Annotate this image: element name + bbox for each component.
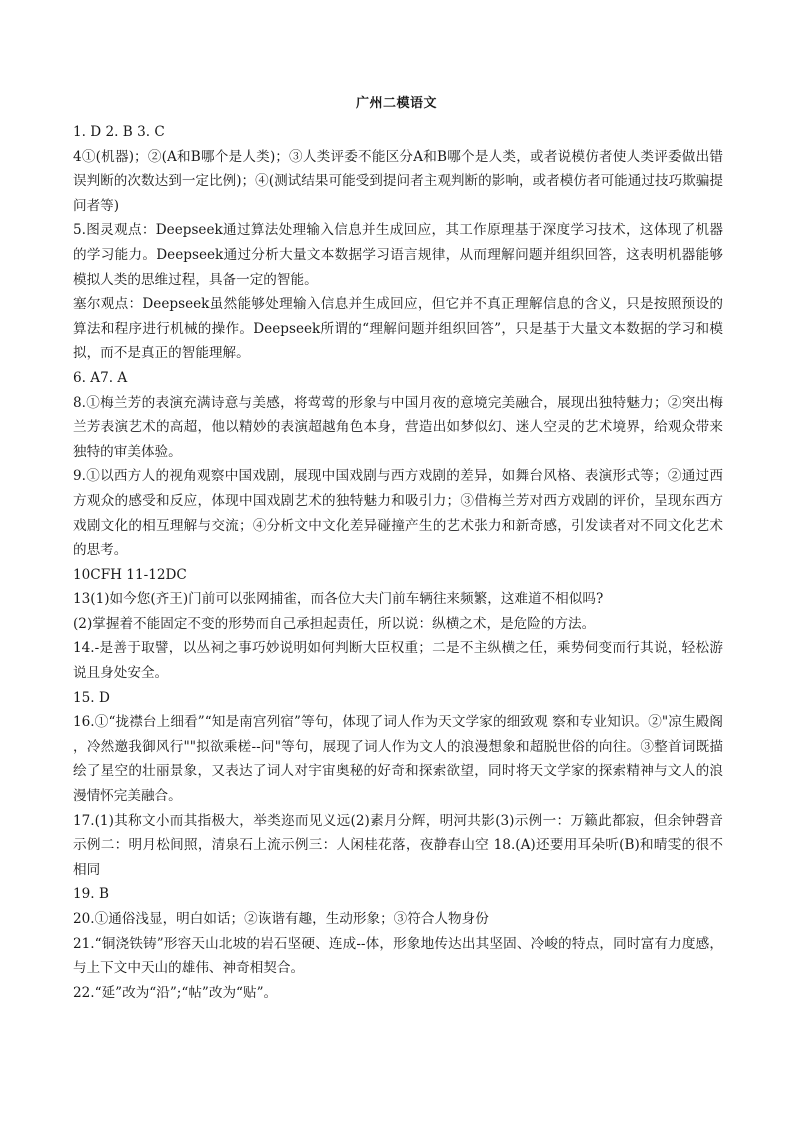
answer-line-16: 16.①“拢襟台上细看”“知是南宫列宿”等句，体现了词人作为天文学家的细致观 察和专业知识。②"凉生殿阁，冷然邀我御风行""拟欲乘槎--问"等句，展现了词人作为文人的浪漫想象和超脱世俗的向往。③整首词既描绘了星空的壮丽景象，又表达了词人对宇宙奥秘的好奇和探索欲望，同时将天文学家的探索精神与文人的浪漫情怀完美融合。 bbox=[73, 714, 723, 805]
answer-line-9: 9.①以西方人的视角观察中国戏剧，展现中国戏剧与西方戏剧的差异，如舞台风格、表演形式等；②通过西方观众的感受和反应，体现中国戏剧艺术的独特魅力和吸引力；③借梅兰芳对西方戏剧的评价，呈现东西方戏剧文化的相互理解与交流；④分析文中文化差异碰撞产生的艺术张力和新奇感，引发读者对不同文化艺术的思考。 bbox=[73, 468, 723, 559]
answer-line-6-7: 6. A7. A bbox=[73, 369, 128, 386]
answer-line-19: 19. B bbox=[73, 886, 109, 903]
answer-line-20: 20.①通俗浅显，明白如话；②诙谐有趣，生动形象；③符合人物身份 bbox=[73, 911, 489, 927]
answer-line-13-1: 13(1)如今您(齐王)门前可以张网捕雀，而各位大夫门前车辆往来频繁，这难道不相似吗? bbox=[73, 591, 604, 608]
answer-line-5-searle: 塞尔观点：Deepseek虽然能够处理输入信息并生成回应，但它并不真正理解信息的含义，只是按照预设的算法和程序进行机械的操作。Deepseek所谓的“理解问题并组织回答”，只是基于大量文本数据的学习和模拟，而不是真正的智能理解。 bbox=[73, 296, 723, 362]
answer-line-4: 4①(机器)；②(A和B哪个是人类)；③人类评委不能区分A和B哪个是人类，或者说模仿者使人类评委做出错误判断的次数达到一定比例)；④(测试结果可能受到提问者主观判断的影响，或者模仿者可能通过技巧欺骗提问者等) bbox=[73, 148, 723, 214]
answer-line-22: 22.“延”改为“沿”;“帖”改为“贴”。 bbox=[73, 984, 278, 1001]
answer-line-14: 14.-是善于取譬，以丛祠之事巧妙说明如何判断大臣权重；二是不主纵横之任，乘势伺变而行其说，轻松游说且身处安全。 bbox=[73, 640, 723, 682]
document-title: 广州二模语文 bbox=[355, 96, 437, 111]
answer-line-1-3: 1. D 2. B 3. C bbox=[73, 124, 165, 140]
answer-line-10-12: 10CFH 11-12DC bbox=[73, 566, 187, 583]
answer-line-15: 15. D bbox=[73, 689, 110, 706]
answer-line-5-turing: 5.图灵观点：Deepseek通过算法处理输入信息并生成回应，其工作原理基于深度学习技术，这体现了机器的学习能力。Deepseek通过分析大量文本数据学习语言规律，从而理解问题并组织回答，这表明机器能够模拟人类的思维过程，具备一定的智能。 bbox=[73, 222, 723, 288]
answer-line-13-2: (2)掌握着不能固定不变的形势而自己承担起责任，所以说：纵横之术，是危险的方法。 bbox=[73, 615, 596, 632]
answer-line-8: 8.①梅兰芳的表演充满诗意与美感，将莺莺的形象与中国月夜的意境完美融合，展现出独特魅力；②突出梅兰芳表演艺术的高超，他以精妙的表演超越角色本身，营造出如梦似幻、迷人空灵的艺术境界，给观众带来独特的审美体验。 bbox=[73, 394, 723, 460]
answer-line-17-18: 17.(1)其称文小而其指极大，举类迩而见义远(2)素月分辉，明河共影(3)示例一：万籁此都寂，但余钟磬音示例二：明月松间照，清泉石上流示例三：人闲桂花落，夜静春山空 18.(A)还要用耳朵听(B)和晴雯的很不相同 bbox=[73, 812, 723, 878]
answer-body bbox=[73, 120, 723, 1005]
answer-line-21: 21.“铜浇铁铸”形容天山北坡的岩石坚硬、连成--体，形象地传达出其坚固、冷峻的特点，同时富有力度感，与上下文中天山的雄伟、神奇相契合。 bbox=[73, 935, 723, 977]
